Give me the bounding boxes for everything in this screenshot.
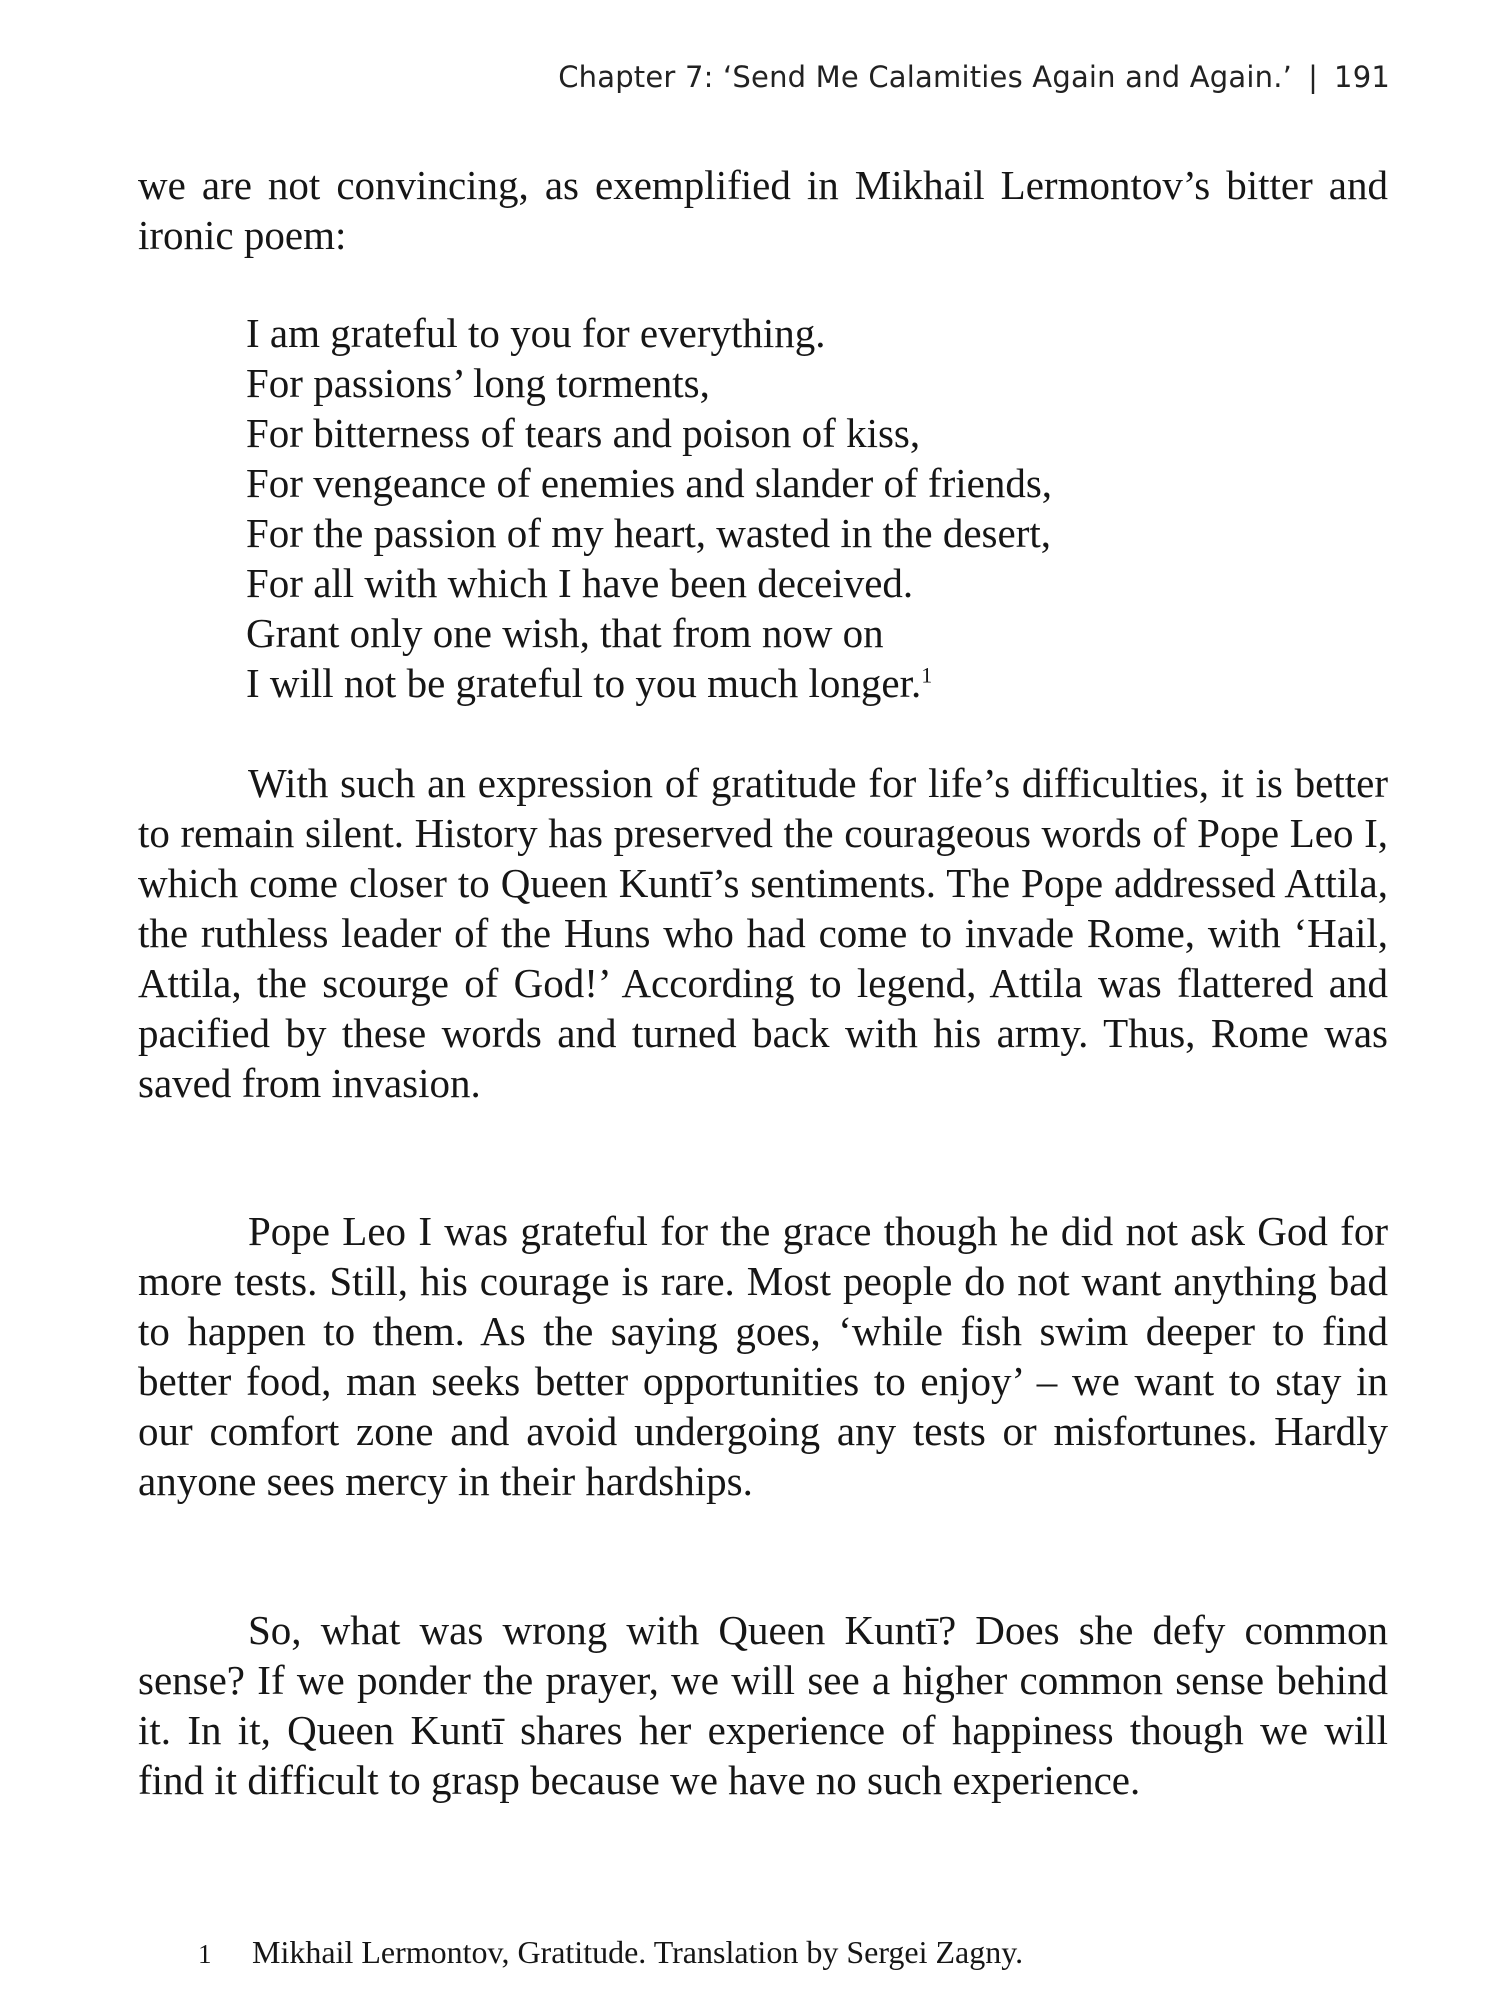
poem-line: For bitterness of tears and poison of kiss, (246, 410, 921, 456)
paragraph-kunti: So, what was wrong with Queen Kuntī? Does she defy common sense? If we ponder the prayer, we will see a higher common sense behind it. In it, Queen Kuntī shares her experience of happiness though we will find it difficult to grasp because we have no such experience. (138, 1607, 1388, 1803)
poem-line: Grant only one wish, that from now on (246, 610, 884, 656)
poem-line: For the passion of my heart, wasted in the desert, (246, 510, 1052, 556)
poem (246, 308, 1052, 708)
paragraph-pope-leo: With such an expression of gratitude for life’s difficulties, it is better to remain silent. History has preserved the courageous words of Pope Leo I, which come closer to Queen Kuntī’s sentiments. The Pope addressed Attila, the ruthless leader of the Huns who had come to invade Rome, with ‘Hail, Attila, the scourge of God!’ According to legend, Attila was flattered and pacified by these words and turned back with his army. Thus, Rome was saved from invasion. (138, 760, 1388, 1106)
footnote-reference[interactable]: 1 (921, 662, 933, 688)
poem-line: For vengeance of enemies and slander of friends, (246, 460, 1053, 506)
header-separator: | (1308, 60, 1319, 94)
paragraph-grateful: Pope Leo I was grateful for the grace though he did not ask God for more tests. Still, his courage is rare. Most people do not want anything bad to happen to them. As the saying goes, ‘while fish swim deeper to find better food, man seeks better opportunities to enjoy’ – we want to stay in our comfort zone and avoid undergoing any tests or misfortunes. Hardly anyone sees mercy in their hardships. (138, 1208, 1388, 1504)
poem-line: I am grateful to you for everything. (246, 310, 826, 356)
footnote-number: 1 (198, 1939, 212, 1969)
running-header (558, 60, 1390, 94)
poem-line: For passions’ long torments, (246, 360, 710, 406)
footnote-text: Mikhail Lermontov, Gratitude. Translation by Sergei Zagny. (252, 1934, 1024, 1970)
intro-paragraph: we are not convincing, as exemplified in Mikhail Lermontov’s bitter and ironic poem: (138, 162, 1388, 258)
footnote (198, 1932, 1023, 1974)
page-number: 191 (1334, 60, 1390, 94)
poem-line-last (246, 658, 1052, 708)
poem-line-text: I will not be grateful to you much longer. (246, 660, 922, 706)
chapter-title: Chapter 7: ‘Send Me Calamities Again and Again.’ (558, 60, 1293, 94)
poem-line: For all with which I have been deceived. (246, 560, 914, 606)
